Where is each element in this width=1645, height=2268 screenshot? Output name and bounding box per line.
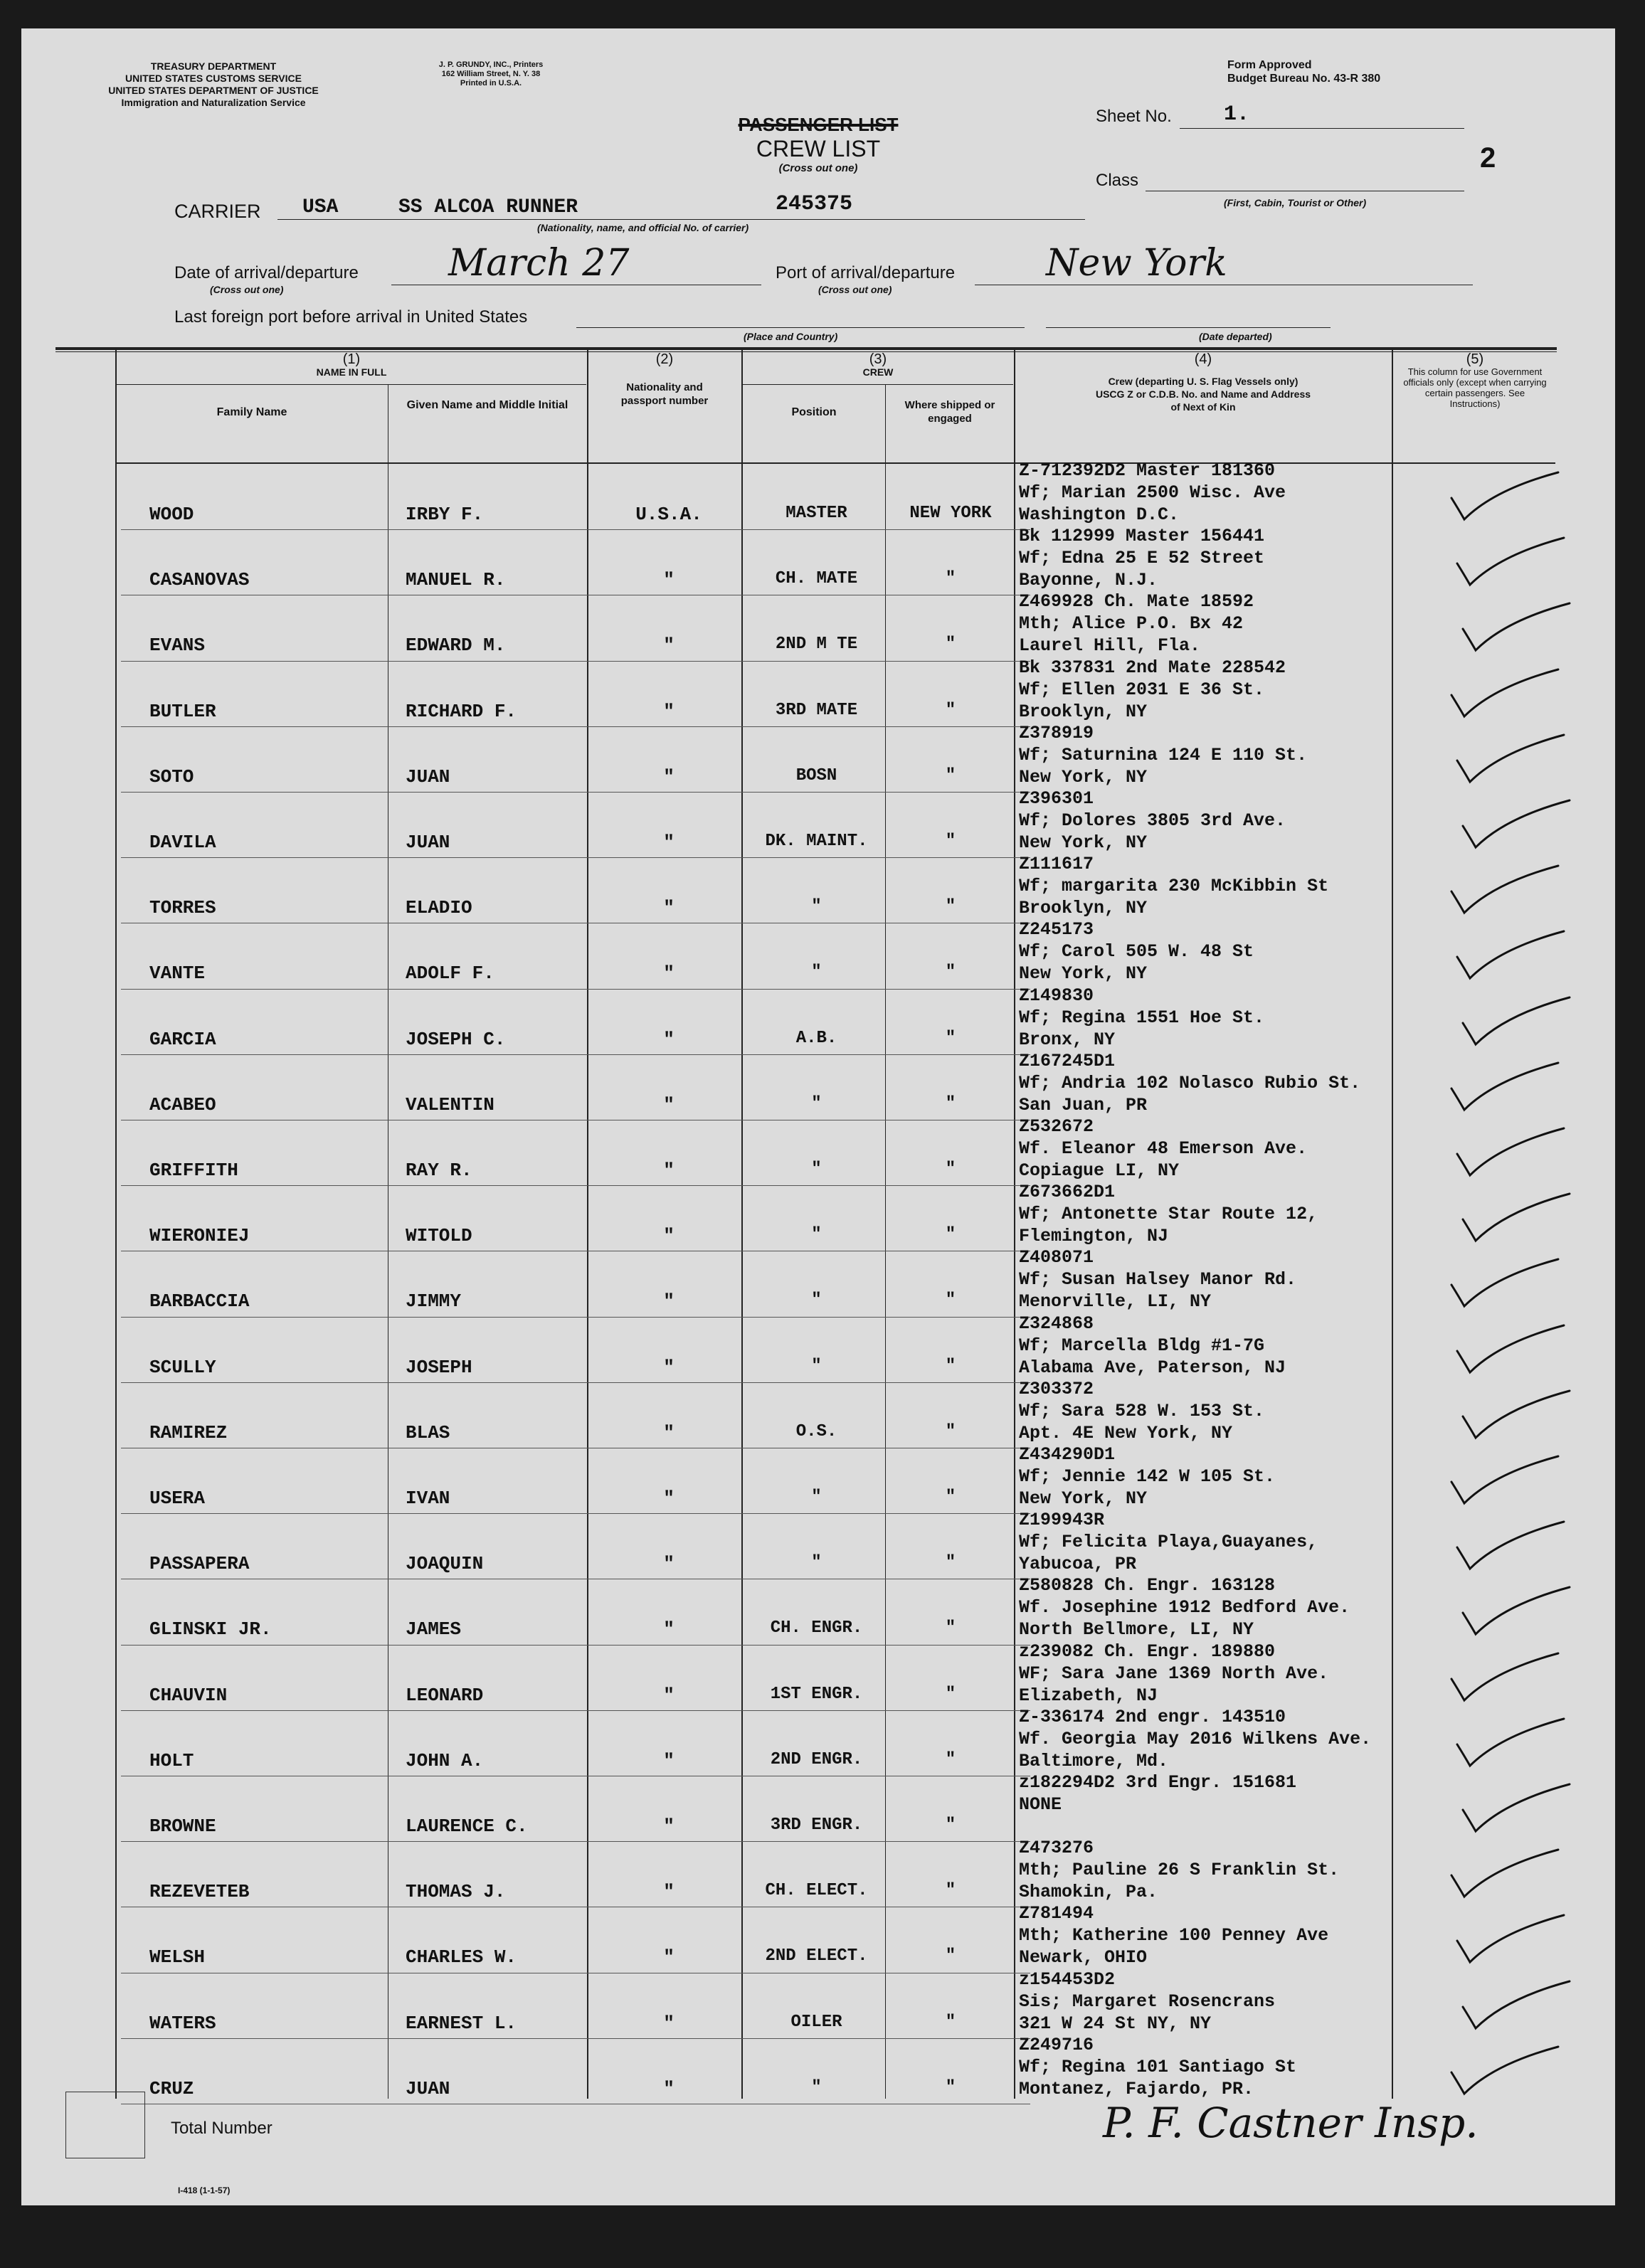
table-row-rule [121, 1513, 1030, 1514]
crew-shipped: " [945, 1816, 956, 1835]
crew-position: A.B. [795, 1028, 837, 1048]
table-row-rule [121, 1317, 1030, 1318]
sheet-label: Sheet No. [1096, 107, 1172, 126]
crew-next-of-kin: Z149830 Wf; Regina 1551 Hoe St. Bronx, NY [1019, 985, 1265, 1050]
crew-position: 1ST ENGR. [770, 1684, 863, 1704]
crew-position: 3RD MATE [775, 700, 858, 720]
crew-next-of-kin: z154453D2 Sis; Margaret Rosencrans 321 W 24 St NY, NY [1019, 1968, 1276, 2034]
crew-nationality: " [663, 2012, 675, 2034]
table-row-rule [121, 1185, 1030, 1186]
crew-position: CH. MATE [775, 569, 858, 589]
crew-nationality: " [663, 832, 675, 853]
crew-nationality: " [663, 1684, 675, 1706]
check-mark-icon [1437, 1977, 1580, 2034]
carrier-note: (Nationality, name, and official No. of carrier) [537, 222, 749, 233]
printer-line: J. P. GRUNDY, INC., Printers [438, 60, 544, 69]
crew-next-of-kin: z182294D2 3rd Engr. 151681 NONE [1019, 1772, 1297, 1815]
check-mark-icon [1437, 862, 1580, 918]
col-rule-left [115, 349, 117, 2099]
col3-header [743, 353, 1013, 378]
printer-line: Printed in U.S.A. [460, 79, 522, 88]
crew-nationality: " [663, 1618, 675, 1641]
check-mark-icon [1437, 665, 1580, 722]
sheet-underline [1180, 128, 1464, 129]
crew-family-name: CRUZ [149, 2077, 194, 2099]
crew-position: " [811, 1488, 822, 1507]
crew-family-name: GLINSKI JR. [149, 1618, 272, 1641]
table-row-rule [121, 1645, 1030, 1646]
col5-header [1393, 353, 1557, 409]
crew-given-name: JOHN A. [406, 1749, 484, 1771]
crew-next-of-kin: Z303372 Wf; Sara 528 W. 153 St. Apt. 4E New York, NY [1019, 1378, 1265, 1443]
col1-divider [117, 384, 586, 385]
title-struck: PASSENGER LIST [738, 114, 899, 135]
col1-number: (1) [342, 351, 361, 367]
table-row-rule [121, 792, 1030, 793]
col2-header [588, 353, 741, 408]
crew-given-name: LEONARD [406, 1684, 484, 1706]
given-header: Given Name and Middle Initial [406, 399, 568, 411]
crew-shipped: NEW YORK [909, 504, 992, 523]
port-note: (Cross out one) [818, 284, 892, 295]
crew-position: CH. ENGR. [770, 1618, 863, 1638]
crew-given-name: JAMES [406, 1618, 462, 1641]
crew-nationality: " [663, 1488, 675, 1509]
crew-nationality: " [663, 1291, 675, 1313]
page-number: 2 [1480, 142, 1496, 174]
col5-title: This column for use Government officials only (except when carrying certain passengers. See Instructions) [1403, 366, 1547, 409]
place-note: (Place and Country) [744, 331, 838, 342]
check-mark-icon [1437, 1649, 1580, 1706]
crew-family-name: TORRES [149, 897, 216, 919]
crew-given-name: LAURENCE C. [406, 1816, 528, 1837]
sheet-value: 1. [1224, 102, 1250, 127]
crew-family-name: RAMIREZ [149, 1421, 228, 1443]
crew-position: BOSN [795, 765, 837, 785]
carrier-number: 245375 [776, 192, 853, 216]
crew-family-name: EVANS [149, 635, 206, 657]
crew-shipped: " [945, 1749, 956, 1769]
crew-shipped: " [945, 635, 956, 655]
table-row-rule [121, 2038, 1030, 2039]
crew-nationality: " [663, 1093, 675, 1116]
check-mark-icon [1437, 1189, 1580, 1246]
crew-position: " [811, 963, 822, 982]
crew-given-name: MANUEL R. [406, 569, 506, 591]
crew-shipped: " [945, 700, 956, 720]
crew-position: " [811, 1093, 822, 1113]
crew-next-of-kin: Z199943R Wf; Felicita Playa,Guayanes, Yabucoa, PR [1019, 1510, 1318, 1575]
crew-family-name: SCULLY [149, 1356, 216, 1378]
crew-position: " [811, 897, 822, 917]
crew-position: 2ND M TE [775, 635, 858, 655]
crew-next-of-kin: Z673662D1 Wf; Antonette Star Route 12, Flemington, NJ [1019, 1182, 1318, 1247]
check-mark-icon [1437, 1583, 1580, 1640]
table-row-rule [121, 726, 1030, 727]
agency-line: UNITED STATES DEPARTMENT OF JUSTICE [108, 85, 319, 96]
position-header: Position [791, 406, 837, 418]
date-value: March 27 [448, 242, 630, 285]
date-departed-note: (Date departed) [1199, 331, 1272, 342]
crew-shipped: " [945, 569, 956, 589]
col1-title: NAME IN FULL [316, 366, 387, 378]
check-mark-icon [1437, 927, 1580, 984]
crew-family-name: SOTO [149, 765, 194, 788]
crew-next-of-kin: Z245173 Wf; Carol 505 W. 48 St New York, NY [1019, 919, 1254, 985]
col3-divider [743, 384, 1013, 385]
crew-next-of-kin: Z-336174 2nd engr. 143510 Wf. Georgia May 2016 Wilkens Ave. Baltimore, Md. [1019, 1706, 1372, 1771]
crew-given-name: ELADIO [406, 897, 472, 919]
crew-given-name: EARNEST L. [406, 2012, 517, 2034]
col4-header [1015, 353, 1391, 413]
crew-shipped: " [945, 1356, 956, 1376]
col-rule-nok [1014, 349, 1015, 2099]
title-note: (Cross out one) [778, 162, 858, 174]
crew-family-name: WELSH [149, 1946, 206, 1968]
form-approved-line: Form Approved [1227, 59, 1312, 71]
family-header: Family Name [216, 406, 287, 418]
crew-nationality: " [663, 1749, 675, 1771]
table-row-rule [121, 1841, 1030, 1842]
crew-nationality: " [663, 569, 675, 591]
crew-next-of-kin: Z324868 Wf; Marcella Bldg #1-7G Alabama Ave, Paterson, NJ [1019, 1313, 1286, 1378]
foreign-port-underline [576, 327, 1025, 328]
crew-next-of-kin: Z473276 Mth; Pauline 26 S Franklin St. Shamokin, Pa. [1019, 1838, 1340, 1903]
crew-family-name: HOLT [149, 1749, 194, 1771]
crew-position: 2ND ELECT. [765, 1946, 868, 1966]
crew-family-name: REZEVETEB [149, 1881, 250, 1903]
crew-position: " [811, 1356, 822, 1376]
crew-position: O.S. [795, 1421, 837, 1441]
crew-shipped: " [945, 1028, 956, 1048]
crew-shipped: " [945, 1160, 956, 1179]
crew-family-name: CHAUVIN [149, 1684, 228, 1706]
crew-position: OILER [790, 2012, 842, 2032]
crew-next-of-kin: Z249716 Wf; Regina 101 Santiago St Montanez, Fajardo, PR. [1019, 2034, 1297, 2099]
crew-family-name: VANTE [149, 963, 206, 985]
check-mark-icon [1437, 534, 1580, 590]
printer-line: 162 William Street, N. Y. 38 [441, 70, 541, 78]
crew-given-name: JOSEPH [406, 1356, 472, 1378]
crew-next-of-kin: Z378919 Wf; Saturnina 124 E 110 St. New York, NY [1019, 722, 1308, 788]
total-number-label: Total Number [171, 2119, 273, 2138]
crew-family-name: ACABEO [149, 1093, 216, 1116]
crew-given-name: JIMMY [406, 1291, 462, 1313]
crew-nationality: " [663, 1881, 675, 1903]
crew-given-name: JUAN [406, 832, 450, 853]
crew-shipped: " [945, 963, 956, 982]
carrier-nationality: USA [302, 196, 339, 218]
crew-given-name: BLAS [406, 1421, 450, 1443]
crew-family-name: GARCIA [149, 1028, 216, 1050]
crew-nationality: " [663, 1946, 675, 1968]
table-row-rule [121, 857, 1030, 858]
check-mark-icon [1437, 1255, 1580, 1312]
crew-nationality: " [663, 2077, 675, 2099]
crew-family-name: USERA [149, 1488, 206, 1509]
crew-shipped: " [945, 1093, 956, 1113]
table-row-rule [121, 989, 1030, 990]
crew-shipped: " [945, 1421, 956, 1441]
check-mark-icon [1437, 468, 1580, 525]
col3-title: CREW [862, 366, 894, 378]
crew-family-name: WATERS [149, 2012, 216, 2034]
crew-next-of-kin: Z111617 Wf; margarita 230 McKibbin St Brooklyn, NY [1019, 854, 1329, 919]
col3-number: (3) [869, 351, 887, 367]
date-note: (Cross out one) [210, 284, 284, 295]
col4-title: Crew (departing U. S. Flag Vessels only) USCG Z or C.D.B. No. and Name and Address of Next of Kin [1095, 376, 1311, 413]
check-mark-icon [1437, 1911, 1580, 1968]
crew-shipped: " [945, 897, 956, 917]
crew-shipped: " [945, 2077, 956, 2097]
check-mark-icon [1437, 1321, 1580, 1378]
col5-number: (5) [1466, 351, 1484, 367]
crew-nationality: " [663, 1028, 675, 1050]
class-label: Class [1096, 171, 1139, 190]
date-departed-underline [1046, 327, 1331, 328]
crew-given-name: WITOLD [406, 1225, 472, 1247]
crew-shipped: " [945, 1684, 956, 1704]
crew-given-name: JOAQUIN [406, 1553, 484, 1575]
crew-given-name: VALENTIN [406, 1093, 494, 1116]
check-mark-icon [1437, 1387, 1580, 1443]
total-number-box [65, 2092, 145, 2158]
crew-position: 2ND ENGR. [770, 1749, 863, 1769]
crew-position: 3RD ENGR. [770, 1816, 863, 1835]
crew-given-name: RICHARD F. [406, 700, 517, 722]
crew-next-of-kin: Z-712392D2 Master 181360 Wf; Marian 2500 Wisc. Ave Washington D.C. [1019, 460, 1286, 525]
crew-nationality: " [663, 1421, 675, 1443]
agency-line: TREASURY DEPARTMENT [150, 60, 277, 72]
crew-position: DK. MAINT. [765, 832, 868, 851]
table-row-rule [121, 1710, 1030, 1711]
crew-nationality: " [663, 1225, 675, 1247]
crew-list-form [21, 28, 1615, 2205]
crew-next-of-kin: Z532672 Wf. Eleanor 48 Emerson Ave. Copiague LI, NY [1019, 1116, 1308, 1181]
crew-nationality: " [663, 897, 675, 919]
table-row-rule [121, 1054, 1030, 1055]
crew-given-name: THOMAS J. [406, 1881, 506, 1903]
crew-position: " [811, 1160, 822, 1179]
check-mark-icon [1437, 2042, 1580, 2099]
crew-family-name: PASSAPERA [149, 1553, 250, 1575]
crew-nationality: " [663, 1160, 675, 1181]
crew-next-of-kin: Z434290D1 Wf; Jennie 142 W 105 St. New York, NY [1019, 1444, 1276, 1509]
crew-nationality: " [663, 1356, 675, 1378]
date-label: Date of arrival/departure [174, 263, 359, 282]
crew-shipped: " [945, 1291, 956, 1310]
inspector-signature: P. F. Castner Insp. [1103, 2099, 1479, 2147]
col-rule-crew [741, 349, 743, 2099]
crew-next-of-kin: Z167245D1 Wf; Andria 102 Nolasco Rubio St. San Juan, PR [1019, 1050, 1361, 1116]
shipped-header: Where shipped or engaged [904, 399, 995, 425]
crew-given-name: RAY R. [406, 1160, 472, 1181]
budget-bureau-line: Budget Bureau No. 43-R 380 [1227, 73, 1381, 85]
crew-given-name: IRBY F. [406, 504, 484, 525]
crew-nationality: " [663, 1816, 675, 1837]
table-top-rule [55, 347, 1557, 350]
crew-nationality: " [663, 700, 675, 722]
port-value: New York [1046, 242, 1227, 285]
check-mark-icon [1437, 796, 1580, 853]
crew-family-name: CASANOVAS [149, 569, 250, 591]
crew-given-name: JUAN [406, 2077, 450, 2099]
carrier-label: CARRIER [174, 201, 261, 222]
form-approved [1227, 58, 1380, 85]
check-mark-icon [1437, 1059, 1580, 1116]
crew-given-name: JUAN [406, 765, 450, 788]
crew-shipped: " [945, 1618, 956, 1638]
carrier-vessel: SS ALCOA RUNNER [398, 196, 578, 218]
crew-next-of-kin: Z396301 Wf; Dolores 3805 3rd Ave. New York, NY [1019, 788, 1286, 853]
crew-nationality: " [663, 765, 675, 788]
crew-next-of-kin: Z469928 Ch. Mate 18592 Mth; Alice P.O. Bx 42 Laurel Hill, Fla. [1019, 591, 1254, 657]
crew-position: " [811, 1225, 822, 1245]
col2-title: Nationality and passport number [620, 381, 709, 407]
col2-number: (2) [655, 351, 674, 367]
crew-family-name: DAVILA [149, 832, 216, 853]
col4-number: (4) [1194, 351, 1212, 367]
table-row-rule [121, 661, 1030, 662]
check-mark-icon [1437, 599, 1580, 656]
class-note: (First, Cabin, Tourist or Other) [1224, 197, 1367, 208]
crew-shipped: " [945, 765, 956, 785]
crew-position: CH. ELECT. [765, 1881, 868, 1901]
page-title: CREW LIST [756, 136, 881, 161]
table-row-rule [121, 529, 1030, 530]
crew-given-name: JOSEPH C. [406, 1028, 506, 1050]
crew-family-name: BARBACCIA [149, 1291, 250, 1313]
crew-next-of-kin: Bk 112999 Master 156441 Wf; Edna 25 E 52 Street Bayonne, N.J. [1019, 526, 1265, 591]
check-mark-icon [1437, 1780, 1580, 1837]
form-code: I-418 (1-1-57) [178, 2185, 231, 2195]
table-row-rule [121, 1382, 1030, 1383]
crew-shipped: " [945, 832, 956, 851]
crew-shipped: " [945, 1881, 956, 1901]
crew-next-of-kin: Z580828 Ch. Engr. 163128 Wf. Josephine 1912 Bedford Ave. North Bellmore, LI, NY [1019, 1575, 1350, 1641]
crew-next-of-kin: Bk 337831 2nd Mate 228542 Wf; Ellen 2031 E 36 St. Brooklyn, NY [1019, 657, 1286, 722]
crew-next-of-kin: Z408071 Wf; Susan Halsey Manor Rd. Menorville, LI, NY [1019, 1247, 1297, 1313]
crew-given-name: ADOLF F. [406, 963, 494, 985]
check-mark-icon [1437, 1517, 1580, 1574]
crew-family-name: BUTLER [149, 700, 216, 722]
agency-block [64, 60, 363, 109]
check-mark-icon [1437, 1452, 1580, 1509]
crew-given-name: EDWARD M. [406, 635, 506, 657]
crew-position: " [811, 1553, 822, 1573]
crew-shipped: " [945, 1225, 956, 1245]
crew-position: " [811, 2077, 822, 2097]
carrier-underline [277, 219, 1085, 220]
check-mark-icon [1437, 1124, 1580, 1181]
crew-family-name: GRIFFITH [149, 1160, 238, 1181]
crew-shipped: " [945, 1488, 956, 1507]
crew-next-of-kin: Z781494 Mth; Katherine 100 Penney Ave Newark, OHIO [1019, 1903, 1329, 1968]
crew-given-name: IVAN [406, 1488, 450, 1509]
crew-family-name: WIERONIEJ [149, 1225, 250, 1247]
crew-position: MASTER [786, 504, 847, 523]
crew-nationality: " [663, 635, 675, 657]
crew-shipped: " [945, 2012, 956, 2032]
crew-position: " [811, 1291, 822, 1310]
col1-header [117, 353, 586, 378]
check-mark-icon [1437, 1715, 1580, 1771]
crew-nationality: " [663, 963, 675, 985]
crew-shipped: " [945, 1946, 956, 1966]
crew-shipped: " [945, 1553, 956, 1573]
crew-family-name: BROWNE [149, 1816, 216, 1837]
table-top-rule-thin [55, 351, 1557, 352]
check-mark-icon [1437, 1845, 1580, 1902]
check-mark-icon [1437, 993, 1580, 1050]
check-mark-icon [1437, 731, 1580, 788]
title-block [697, 114, 939, 174]
crew-family-name: WOOD [149, 504, 194, 525]
crew-nationality: U.S.A. [635, 504, 702, 525]
col-rule-nat [587, 349, 588, 2099]
printer-imprint [406, 60, 576, 88]
crew-nationality: " [663, 1553, 675, 1575]
foreign-port-label: Last foreign port before arrival in United States [174, 307, 528, 327]
port-label: Port of arrival/departure [776, 263, 956, 282]
agency-line: Immigration and Naturalization Service [121, 97, 306, 108]
crew-given-name: CHARLES W. [406, 1946, 517, 1968]
crew-next-of-kin: z239082 Ch. Engr. 189880 WF; Sara Jane 1369 North Ave. Elizabeth, NJ [1019, 1641, 1329, 1706]
agency-line: UNITED STATES CUSTOMS SERVICE [125, 73, 302, 84]
